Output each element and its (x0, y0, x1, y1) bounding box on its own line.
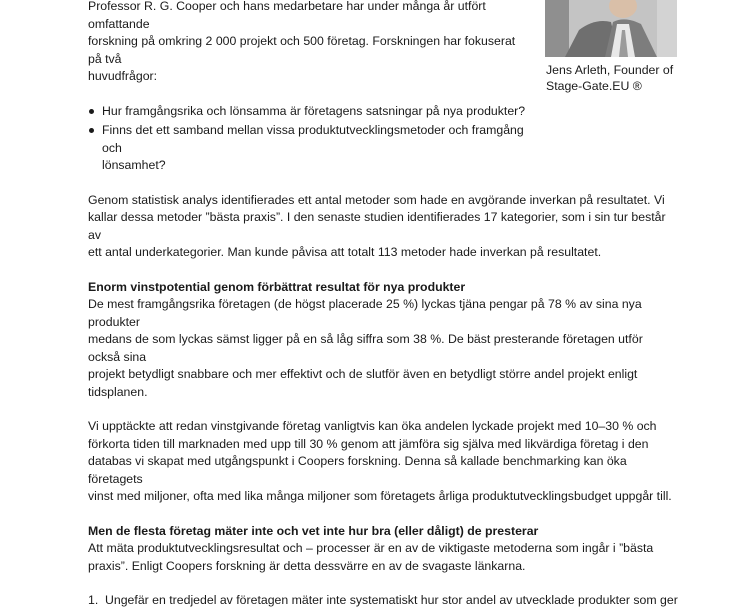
text-line: Att mäta produktutvecklingsresultat och – processer är en av de viktigaste metoderna som ingår i ”bästa (88, 541, 654, 555)
text-line: projekt betydligt snabbare och mer effektivt och de slutför även en betydligt större andel projekt enligt (88, 367, 638, 381)
document-body (88, 0, 678, 610)
section-profit (88, 279, 678, 402)
numbered-list (88, 592, 678, 610)
question-list (88, 103, 678, 175)
text-line: lönsamhet? (102, 158, 166, 172)
text-line: praxis”. Enligt Coopers forskning är detta dessvärre en av de svagaste länkarna. (88, 558, 526, 573)
text-line: forskning på omkring 2 000 projekt och 500 företag. Forskningen har fokuserat på två (88, 34, 516, 66)
text-line: huvudfrågor: (88, 69, 158, 83)
list-item (88, 122, 532, 175)
list-item (88, 103, 532, 121)
text-line: Ungefär en tredjedel av företagen mäter inte systematiskt hur stor andel av utvecklade produkter som ger (105, 593, 678, 607)
text-line: ett antal underkategorier. Man kunde påvisa att totalt 113 metoder hade inverkan på resultatet. (88, 245, 602, 259)
text-line: Vi upptäckte att redan vinstgivande företag vanligtvis kan öka andelen lyckade projekt med 10–30 % och (88, 419, 657, 433)
text-line: databas vi skapat med utgångspunkt i Coopers forskning. Denna så kallade benchmarking kan öka företagets (88, 454, 627, 486)
section-measurement (88, 523, 678, 576)
section-heading: Men de flesta företag mäter inte och vet inte hur bra (eller dåligt) de presterar (88, 523, 539, 538)
text-line: Hur framgångsrika och lönsamma är företagens satsningar på nya produkter? (102, 103, 526, 118)
text-line: Finns det ett samband mellan vissa produktutvecklingsmetoder och framgång och (102, 123, 524, 155)
text-line: De mest framgångsrika företagen (de högst placerade 25 %) lyckas tjäna pengar på 78 % av sina nya produkter (88, 297, 642, 329)
methods-paragraph (88, 192, 678, 262)
text-line: förkorta tiden till marknaden med upp till 30 % genom att jämföra sig själva med likvärdiga företag i den (88, 436, 649, 451)
text-line: medans de som lyckas sämst ligger på en så låg siffra som 38 %. De bäst presterande företagen utför också sina (88, 332, 643, 364)
text-line: kallar dessa metoder ”bästa praxis”. I den senaste studien identifierades 17 kategorier, som i sin tur består av (88, 210, 666, 242)
list-number: 1. (88, 593, 99, 607)
text-line: Genom statistisk analys identifierades ett antal metoder som hade en avgörande inverkan på resultatet. Vi (88, 192, 665, 207)
benchmark-paragraph (88, 418, 678, 506)
caption-line: Jens Arleth, Founder of (546, 63, 674, 77)
list-item (88, 592, 678, 610)
caption-line: Stage-Gate.EU ® (546, 79, 642, 93)
text-line: vinst med miljoner, ofta med lika många miljoner som företagets årliga produktutvecklingsbudget uppgår till. (88, 489, 672, 503)
text-line: Professor R. G. Cooper och hans medarbetare har under många år utfört omfattande (88, 0, 486, 31)
section-heading: Enorm vinstpotential genom förbättrat resultat för nya produkter (88, 279, 466, 294)
intro-paragraph (88, 0, 528, 86)
text-line: tidsplanen. (88, 384, 148, 399)
